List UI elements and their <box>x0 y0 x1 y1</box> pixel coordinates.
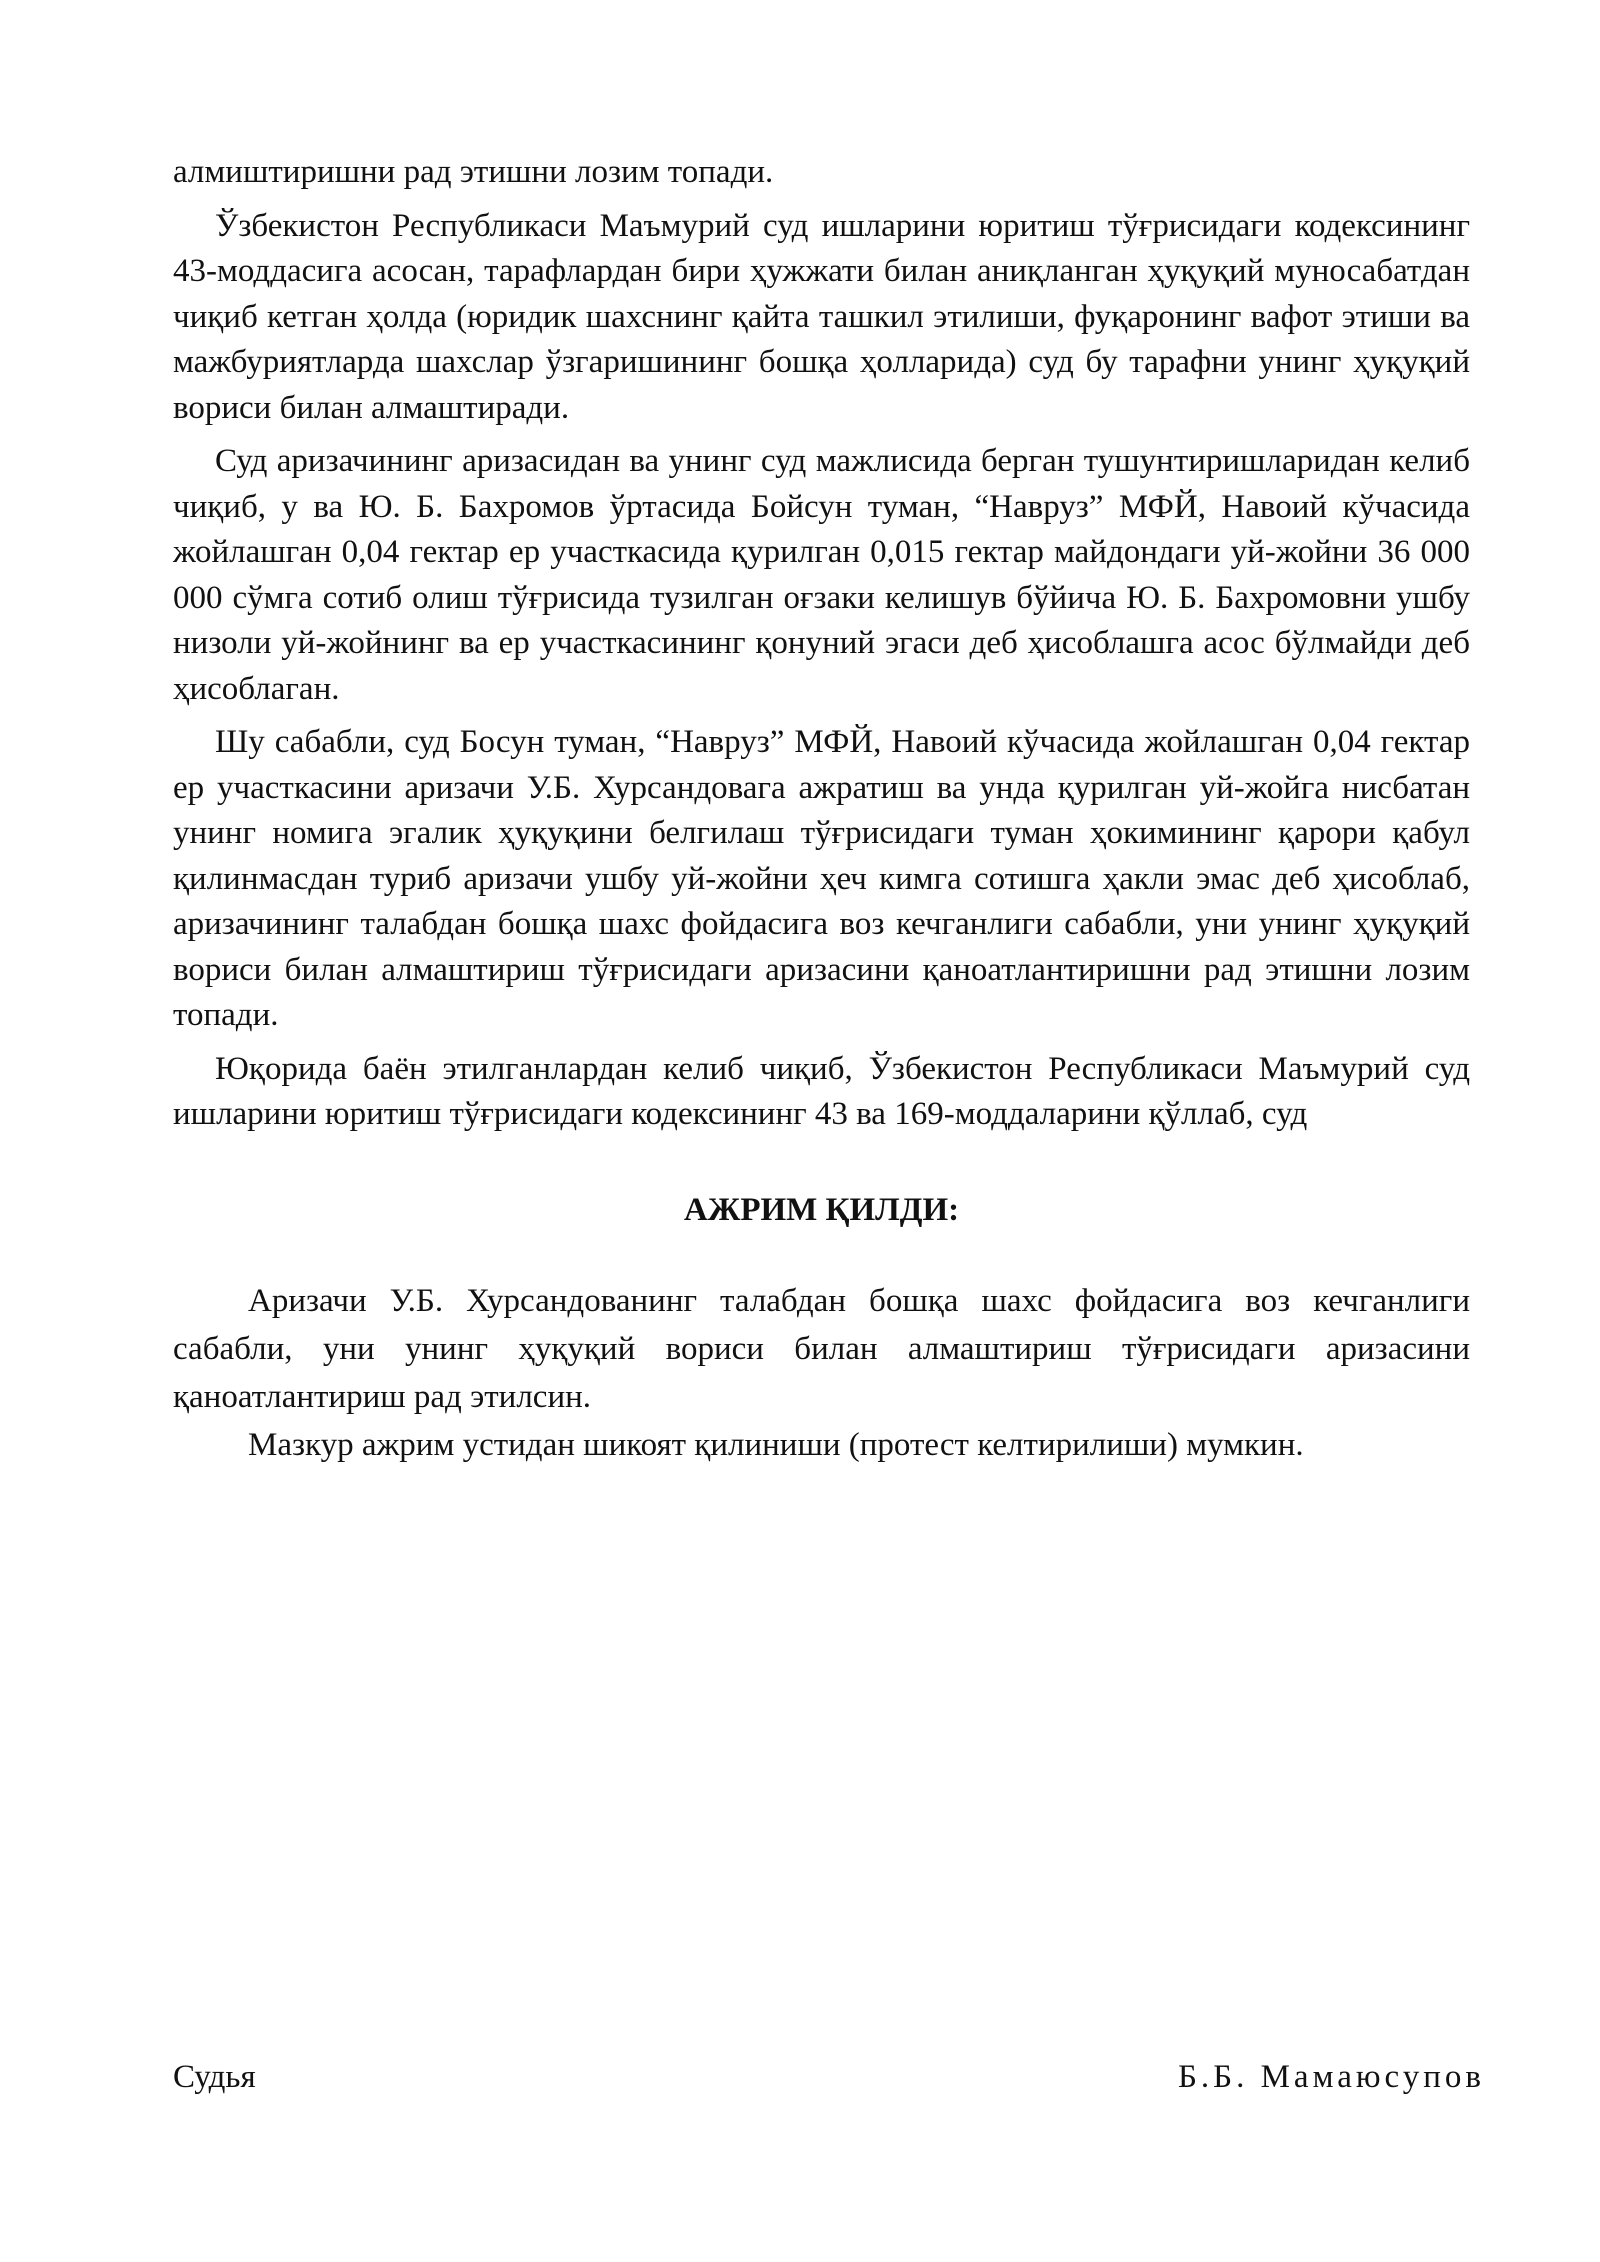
signature-name: Б.Б. Мамаюсупов <box>1177 2059 1485 2095</box>
paragraph-reasoning: Шу сабабли, суд Босун туман, “Навруз” МФЙ, Навоий кўчасида жойлашган 0,04 гектар ер участкасини аризачи У.Б. Хурсандовага ажратиш ва унда қурилган уй-жойга нисбатан унинг номига эгалик ҳуқуқини белгилаш тўғрисидаги туман ҳокимининг қарори қабул қилинмасдан туриб аризачи ушбу уй-жойни ҳеч кимга сотишга ҳакли эмас деб ҳисоблаб, аризачининг талабдан бошқа шахс фойдасига воз кечганлиги сабабли, уни унинг ҳуқуқий вориси билан алмаштириш тўғрисидаги аризасини қаноатлантиришни рад этишни лозим топади. <box>173 724 1470 1033</box>
signature-title: Судья <box>173 2059 256 2095</box>
paragraph-code-article: Ўзбекистон Республикаси Маъмурий суд ишларини юритиш тўғрисидаги кодексининг 43-моддасига асосан, тарафлардан бири ҳужжати билан аниқланган ҳуқуқий муносабатдан чиқиб кетган ҳолда (юридик шахснинг қайта ташкил этилиши, фуқаронинг вафот этиши ва мажбуриятларда шахслар ўзгаришининг бошқа ҳолларида) суд бу тарафни унинг ҳуқуқий вориси билан алмаштиради. <box>173 207 1470 426</box>
paragraph-conclusion: Юқорида баён этилганлардан келиб чиқиб, Ўзбекистон Республикаси Маъмурий суд ишларини юритиш тўғрисидаги кодексининг 43 ва 169-моддаларини қўллаб, суд <box>173 1050 1470 1132</box>
ruling-paragraph-decision: Аризачи У.Б. Хурсандованинг талабдан бошқа шахс фойдасига воз кечганлиги сабабли, уни унинг ҳуқуқий вориси билан алмаштириш тўғрисидаги аризасини қаноатлантириш рад этилсин. <box>173 1283 1470 1415</box>
paragraph-court-findings: Суд аризачининг аризасидан ва унинг суд мажлисида берган тушунтиришларидан келиб чиқиб, у ва Ю. Б. Бахромов ўртасида Бойсун туман, “Навруз” МФЙ, Навоий кўчасида жойлашган 0,04 гектар ер участкасида қурилган 0,015 гектар майдондаги уй-жойни 36 000 000 сўмга сотиб олиш тўғрисида тузилган оғзаки келишув бўйича Ю. Б. Бахромовни ушбу низоли уй-жойнинг ва ер участкасининг қонуний эгаси деб ҳисоблашга асос бўлмайди деб ҳисоблаган. <box>173 443 1470 707</box>
signature-block <box>173 2055 1485 2100</box>
document-body <box>173 150 1470 1469</box>
ruling-paragraph-appeal: Мазкур ажрим устидан шикоят қилиниши (протест келтирилиши) мумкин. <box>248 1427 1304 1463</box>
ruling-heading: АЖРИМ ҚИЛДИ: <box>683 1191 960 1228</box>
paragraph-continuation: алмиштиришни рад этишни лозим топади. <box>173 154 774 190</box>
